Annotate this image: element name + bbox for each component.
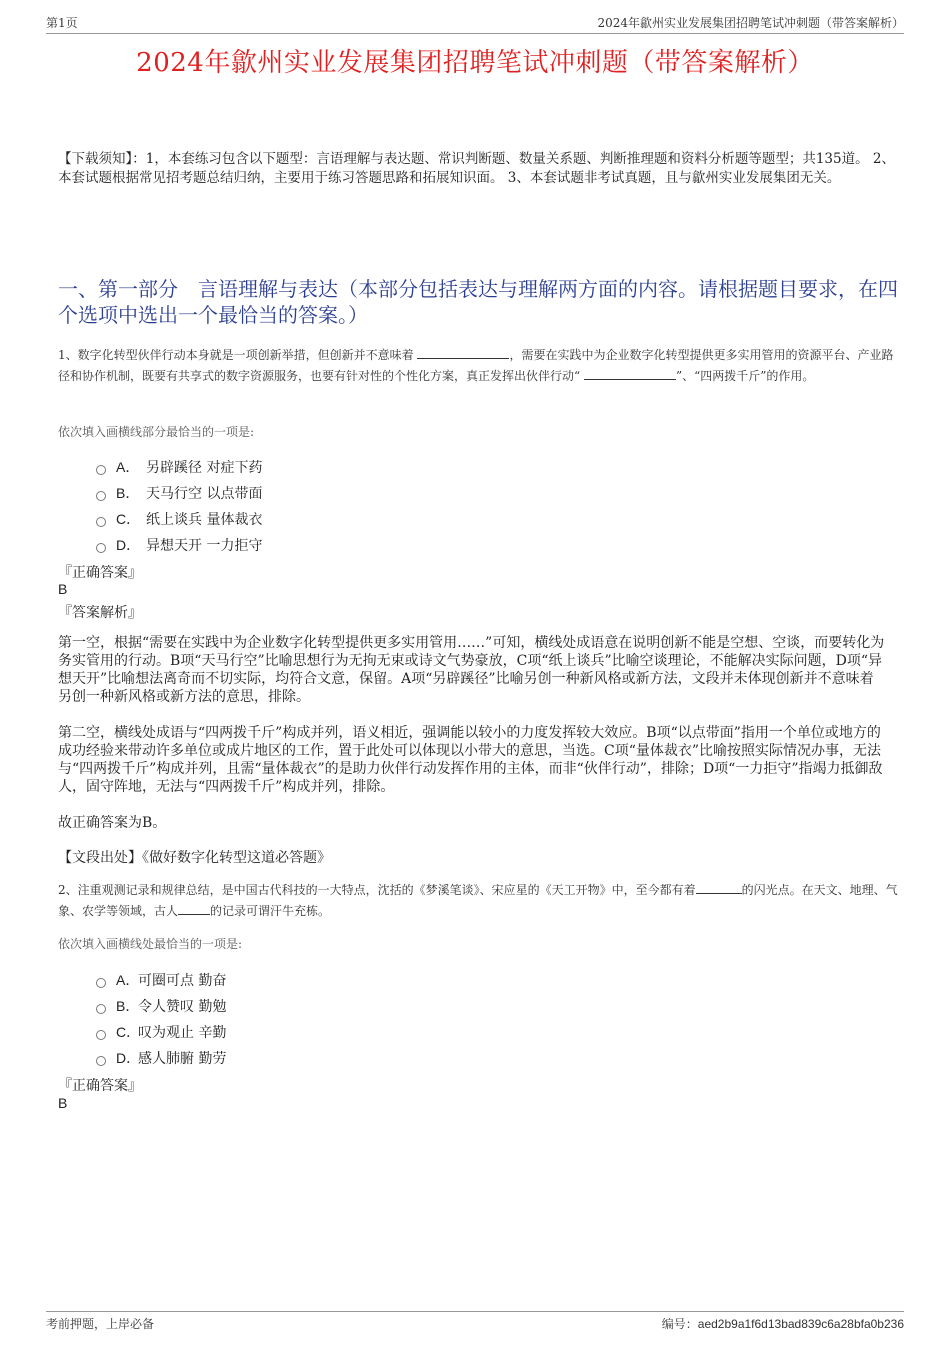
footer-divider: [46, 1311, 904, 1312]
q2-answer-heading: 『正确答案』: [58, 1078, 142, 1094]
header-divider: [46, 33, 904, 34]
q2-answer: B: [58, 1095, 68, 1111]
q1-option-d[interactable]: D． 异想天开 一力拒守: [96, 535, 262, 555]
download-notice: 【下载须知】：1，本套练习包含以下题型：言语理解与表达题、常识判断题、数量关系题、判断推理题和资料分析题等题型；共135道。 2、本套试题根据常见招考题总结归纳，主要用于练习答题思路和拓展知识面。 3、本套试题非考试真题，且与歙州实业发展集团无关。: [58, 151, 895, 186]
q2-option-b[interactable]: B．令人赞叹 勤勉: [96, 996, 226, 1016]
q2-text-part-3: 的记录可谓汗牛充栋。: [210, 904, 331, 918]
radio-icon[interactable]: [96, 465, 106, 475]
radio-icon[interactable]: [96, 1056, 106, 1066]
header-page-number: 第1页: [46, 16, 78, 30]
q1-blank-1: [417, 346, 509, 359]
q1-analysis-paragraph-1: 第一空，根据“需要在实践中为企业数字化转型提供更多实用管用……”可知，横线处成语意在说明创新不能是空想、空谈，而要转化为务实管用的行动。B项“天马行空”比喻思想行为无拘无束或诗文气势豪放，C项“纸上谈兵”比喻空谈理论，不能解决实际问题，D项“异想天开”比喻想法离奇而不切实际，均符合文意，保留。A项“另辟蹊径”比喻另创一种新风格或新方法，文段并未体现创新并不意味着另创一种新风格或新方法的意思，排除。: [58, 635, 885, 705]
question-1-stem: [58, 345, 900, 387]
q1-text-part-1: 1、数字化转型伙伴行动本身就是一项创新举措，但创新并不意味着: [58, 348, 414, 362]
footer-code: [662, 1315, 904, 1332]
q1-option-a[interactable]: A． 另辟蹊径 对症下药: [96, 457, 262, 477]
q2-blank-1: [696, 881, 742, 894]
radio-icon[interactable]: [96, 517, 106, 527]
question-2-prompt: 依次填入画横线处最恰当的一项是:: [58, 937, 243, 951]
header-doc-title: 2024年歙州实业发展集团招聘笔试冲刺题（带答案解析）: [597, 16, 904, 30]
section-heading: 一、第一部分 言语理解与表达（本部分包括表达与理解两方面的内容。请根据题目要求，在四个选项中选出一个最恰当的答案。）: [58, 277, 898, 327]
footer-code-label: 编号：: [661, 1317, 698, 1331]
q1-option-b[interactable]: B． 天马行空 以点带面: [96, 483, 262, 503]
q1-answer: B: [58, 581, 68, 597]
page-title: 2024年歙州实业发展集团招聘笔试冲刺题（带答案解析）: [136, 48, 814, 78]
radio-icon[interactable]: [96, 1030, 106, 1040]
question-2-stem: [58, 880, 900, 922]
radio-icon[interactable]: [96, 543, 106, 553]
q2-option-d[interactable]: D．感人肺腑 勤劳: [96, 1048, 226, 1068]
q1-option-c[interactable]: C． 纸上谈兵 量体裁衣: [96, 509, 262, 529]
q1-analysis-paragraph-2: 第二空，横线处成语与“四两拨千斤”构成并列，语义相近，强调能以较小的力度发挥较大效应。B项“以点带面”指用一个单位或地方的成功经验来带动许多单位或成片地区的工作，置于此处可以体现以小带大的意思，当选。C项“量体裁衣”比喻按照实际情况办事，无法与“四两拨千斤”构成并列，且需“量体裁衣”的是助力伙伴行动发挥作用的主体，而非“伙伴行动”，排除；D项“一力拒守”指竭力抵御敌人，固守阵地，无法与“四两拨千斤”构成并列，排除。: [58, 725, 883, 795]
q2-option-a[interactable]: A．可圈可点 勤奋: [96, 970, 226, 990]
q2-option-c[interactable]: C．叹为观止 辛勤: [96, 1022, 226, 1042]
footer-slogan: 考前押题，上岸必备: [46, 1317, 155, 1331]
q2-text-part-1: 2、注重观测记录和规律总结，是中国古代科技的一大特点，沈括的《梦溪笔谈》、宋应星的《天工开物》中，至今都有着: [58, 883, 696, 897]
footer-code-value: aed2b9a1f6d13bad839c6a28bfa0b236: [697, 1317, 904, 1331]
q1-analysis-conclusion: 故正确答案为B。: [58, 815, 167, 831]
q1-text-part-2: ，需要在实践中为企业数字化转型提供更多实用管用的资源平台、产业路径和协作机制，既要有共享式的数字资源服务，也要有针对性的个性化方案，真正发挥出伙伴行动“: [58, 348, 894, 383]
q2-text-part-2: 的闪光点。在天文、地理、气象、农学等领域，古人: [58, 883, 898, 918]
radio-icon[interactable]: [96, 491, 106, 501]
q2-blank-2: [178, 902, 210, 915]
q1-source: 【文段出处】《做好数字化转型这道必答题》: [58, 850, 331, 866]
question-1-prompt: 依次填入画横线部分最恰当的一项是:: [58, 425, 255, 439]
radio-icon[interactable]: [96, 978, 106, 988]
radio-icon[interactable]: [96, 1004, 106, 1014]
q1-analysis-heading: 『答案解析』: [58, 605, 142, 621]
q1-answer-heading: 『正确答案』: [58, 565, 142, 581]
q1-blank-2: [584, 367, 676, 380]
q1-text-part-3: ”、“四两拨千斤”的作用。: [675, 369, 815, 383]
